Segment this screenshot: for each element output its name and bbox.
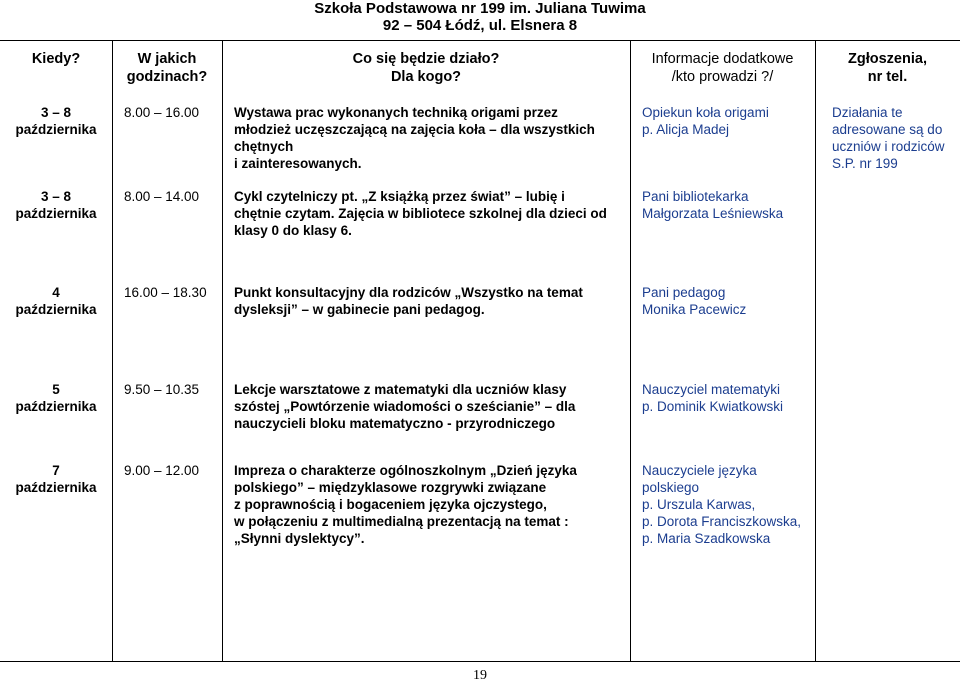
row-time: 9.00 – 12.00 xyxy=(124,463,200,478)
row-notes: Działania te adresowane są do uczniów i rodziców S.P. nr 199 xyxy=(832,105,945,171)
column-divider xyxy=(112,40,113,661)
row-time: 9.50 – 10.35 xyxy=(124,382,200,397)
row-info: Nauczyciele języka polskiego p. Urszula Karwas, p. Dorota Franciszkowska, p. Maria Szadkowska xyxy=(642,463,802,546)
row-time: 8.00 – 14.00 xyxy=(124,189,200,204)
column-header-when: Kiedy? xyxy=(31,51,81,67)
row-event: Punkt konsultacyjny dla rodziców „Wszystko na temat dysleksji” – w gabinecie pani pedagog. xyxy=(234,285,583,317)
row-event: Wystawa prac wykonanych techniką origami przez młodzież uczęszczającą na zajęcia koła – dla wszystkich chętnych i zainteresowanych. xyxy=(234,105,595,171)
row-date: 4 października xyxy=(15,285,97,317)
school-name: Szkoła Podstawowa nr 199 im. Juliana Tuwima xyxy=(314,0,646,17)
column-header-info: Informacje dodatkowe /kto prowadzi ?/ xyxy=(651,51,794,85)
row-event: Cykl czytelniczy pt. „Z książką przez świat” – lubię i chętnie czytam. Zajęcia w bibliotece szkolnej dla dzieci od klasy 0 do klasy 6. xyxy=(234,189,607,238)
column-header-hours: W jakich godzinach? xyxy=(126,51,208,85)
row-date: 3 – 8 października xyxy=(15,189,97,221)
table-border-top xyxy=(0,40,960,41)
row-info: Opiekun koła origami p. Alicja Madej xyxy=(642,105,769,137)
row-info: Pani pedagog Monika Pacewicz xyxy=(642,285,747,317)
school-address: 92 – 504 Łódź, ul. Elsnera 8 xyxy=(382,17,578,34)
table-border-bottom xyxy=(0,661,960,662)
row-info: Pani bibliotekarka Małgorzata Leśniewska xyxy=(642,189,784,221)
column-divider xyxy=(815,40,816,661)
column-header-registration: Zgłoszenia, nr tel. xyxy=(848,51,927,85)
row-time: 16.00 – 18.30 xyxy=(124,285,207,300)
row-date: 3 – 8 października xyxy=(15,105,97,137)
page-number: 19 xyxy=(473,668,487,683)
row-date: 5 października xyxy=(15,382,97,414)
row-info: Nauczyciel matematyki p. Dominik Kwiatkowski xyxy=(642,382,784,414)
row-time: 8.00 – 16.00 xyxy=(124,105,200,120)
column-divider xyxy=(630,40,631,661)
row-event: Impreza o charakterze ogólnoszkolnym „Dzień języka polskiego” – międzyklasowe rozgrywki związane z poprawnością i bogaceniem języka ojczystego, w połączeniu z multimedialną prezentacją na temat : „Słynni dyslektycy”. xyxy=(234,463,577,546)
column-divider xyxy=(222,40,223,661)
row-date: 7 października xyxy=(15,463,97,495)
column-header-event: Co się będzie działo? Dla kogo? xyxy=(352,51,500,85)
row-event: Lekcje warsztatowe z matematyki dla uczniów klasy szóstej „Powtórzenie wiadomości o sześcianie” – dla nauczycieli bloku matematyczno - przyrodniczego xyxy=(234,382,576,431)
